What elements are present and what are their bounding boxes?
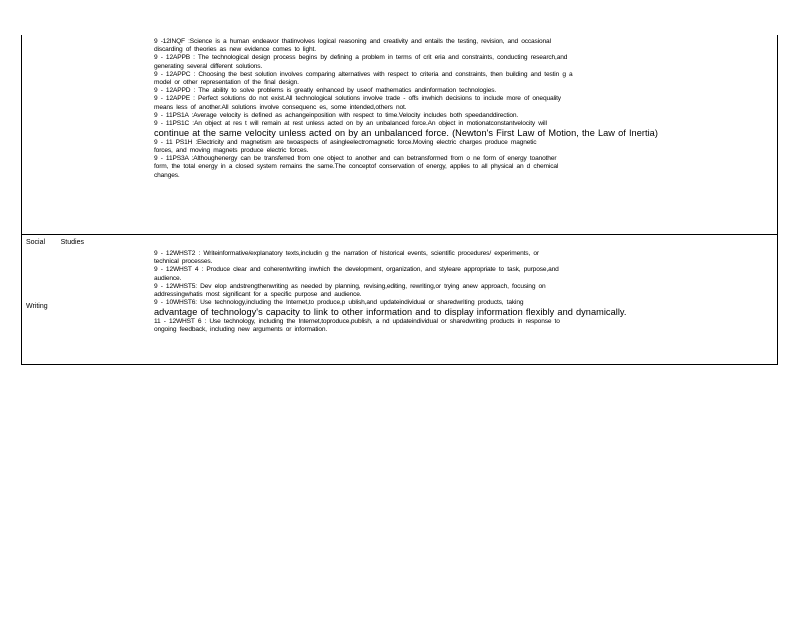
standard-line: means less of another.All solutions involve consequenc es, some intended,others not. — [154, 103, 407, 111]
standard-line: changes. — [154, 171, 180, 179]
science-standards-cell — [154, 38, 766, 180]
standard-line: model or other representation of the final design. — [154, 79, 299, 87]
standard-line: ongoing feedback, including new arguments or information. — [154, 326, 328, 334]
standard-line: 9 - 12APPD : The ability to solve problems is greatly enhanced by useof mathematics andinformation technologies. — [154, 87, 497, 95]
standard-line: continue at the same velocity unless acted on by an unbalanced force. (Newton's First Law of Motion, the Law of Inertia) — [154, 128, 658, 139]
standard-line: 11 - 12WHST 6 : Use technology, including the Internet,toproduce,publish, a nd updateindividual or sharedwriting products in response to — [154, 317, 560, 325]
standard-line: 9 - 12WHST2 : Writeinformative/explanatory texts,includin g the narration of historical events, scientific procedures/ experiments, or — [154, 250, 539, 257]
standard-line: technical processes. — [154, 258, 213, 266]
standard-line: forces, and moving magnets produce electric forces. — [154, 146, 309, 154]
row-label-social-studies: Social Studies — [26, 239, 84, 246]
table-right-border — [777, 35, 778, 364]
standard-line: 9 - 12APPC : Choosing the best solution involves comparing alternatives with respect to criteria and constraints, then building and testin g a — [154, 70, 573, 78]
table-bottom-border — [21, 364, 778, 365]
standard-line: 9 - 12APPE : Perfect solutions do not exist.All technological solutions involve trade - offs inwhich decisions to include more of onequality — [154, 95, 561, 103]
standard-line: 9 - 11 PS1H :Electricity and magnetism are twoaspects of asingleelectromagnetic force.Moving electric charges produce magnetic — [154, 138, 537, 146]
standard-line: 9 - 12WHST5: Dev elop andstrengthenwriting as needed by planning, revising,editing, rewriting,or trying anew approach, focusing on — [154, 282, 546, 290]
row-divider — [21, 234, 778, 235]
row-label-writing: Writing — [26, 303, 48, 310]
standard-line: form, the total energy in a closed system remains the same.The conceptof conservation of energy, applies to all physical an d chemical — [154, 163, 559, 171]
standard-line: 9 - 12APPB : The technological design process begins by defining a problem in terms of crit eria and constraints, conducting research,and — [154, 54, 568, 62]
standard-line: 9 -12INQF :Science is a human endeavor thatinvolves logical reasoning and creativity and entails the testing, revision, and occasional — [154, 38, 551, 45]
table-left-border — [21, 35, 22, 364]
standard-line: addressingwhatis most significant for a specific purpose and audience. — [154, 291, 362, 299]
standard-line: generating several different solutions. — [154, 62, 263, 70]
standard-line: 9 - 12WHST 4 : Produce clear and coherentwriting inwhich the development, organization, and styleare appropriate to task, purpose,and — [154, 266, 559, 274]
standard-line: audience. — [154, 274, 182, 282]
standard-line: 9 - 11PS1A :Average velocity is defined as achangeinposition with respect to time.Velocity includes both speedanddirection. — [154, 111, 519, 119]
standard-line: advantage of technology's capacity to link to other information and to display information flexibly and dynamically. — [154, 307, 627, 318]
standard-line: 9 - 11PS1C :An object at res t will remain at rest unless acted on by an unbalanced force.An object in motionatconstantvelocity will — [154, 120, 547, 128]
standard-line: 9 - 10WHST6: Use technology,including the Internet,to produce,p ublish,and updateindividual or sharedwriting products, taking — [154, 299, 524, 307]
standard-line: 9 - 11PS3A :Althoughenergy can be transferred from one object to another and can betransformed from o ne form of energy toanother — [154, 155, 557, 163]
writing-standards-cell — [154, 250, 766, 334]
standard-line: discarding of theories as new evidence comes to light. — [154, 46, 316, 54]
